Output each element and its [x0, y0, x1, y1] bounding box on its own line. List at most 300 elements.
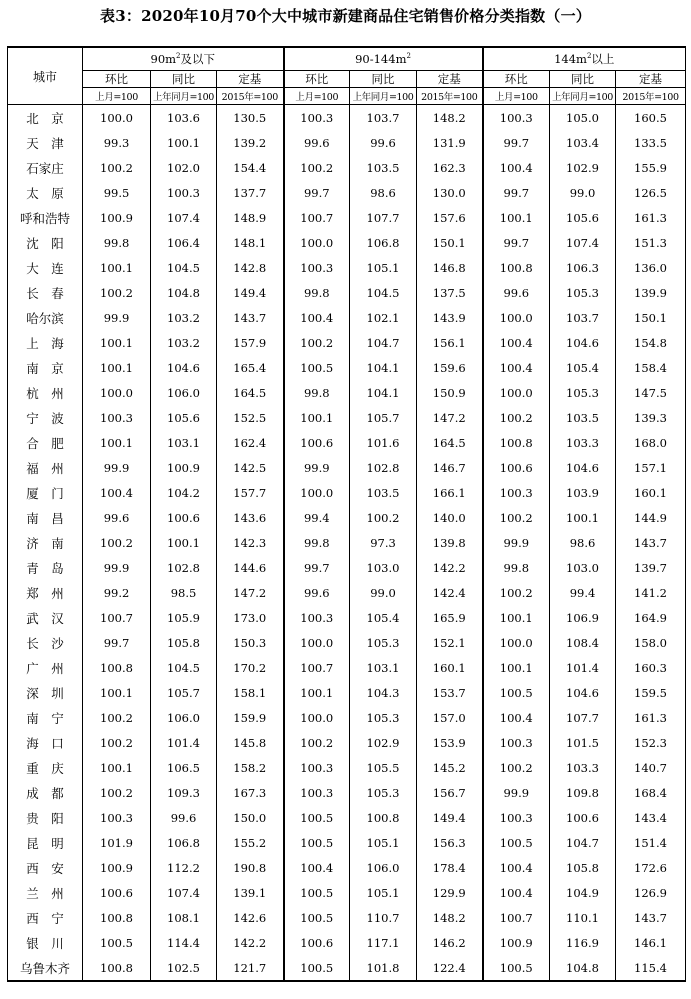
value-cell: 151.4 — [616, 830, 686, 855]
table-row — [8, 905, 686, 930]
value-cell: 108.4 — [550, 630, 616, 655]
value-cell: 103.1 — [350, 655, 417, 680]
value-cell: 107.4 — [151, 880, 217, 905]
value-cell: 100.0 — [83, 105, 151, 131]
table-row — [8, 305, 686, 330]
value-cell: 140.7 — [616, 755, 686, 780]
value-cell: 100.2 — [83, 705, 151, 730]
city-cell: 海 口 — [8, 730, 83, 755]
value-cell: 167.3 — [217, 780, 284, 805]
city-cell: 青 岛 — [8, 555, 83, 580]
value-cell: 144.6 — [217, 555, 284, 580]
value-cell: 190.8 — [217, 855, 284, 880]
value-cell: 130.5 — [217, 105, 284, 131]
city-cell: 西 安 — [8, 855, 83, 880]
value-cell: 104.9 — [550, 880, 616, 905]
value-cell: 157.7 — [217, 480, 284, 505]
value-cell: 100.9 — [83, 855, 151, 880]
value-cell: 105.6 — [151, 405, 217, 430]
group-header-small: $90m^2$及以下 — [83, 47, 284, 71]
value-cell: 100.8 — [83, 905, 151, 930]
value-cell: 99.8 — [483, 555, 550, 580]
value-cell: 104.8 — [550, 955, 616, 981]
value-cell: 99.6 — [151, 805, 217, 830]
value-cell: 102.9 — [550, 155, 616, 180]
value-cell: 148.2 — [417, 905, 483, 930]
value-cell: 160.3 — [616, 655, 686, 680]
value-cell: 105.3 — [550, 380, 616, 405]
city-cell: 上 海 — [8, 330, 83, 355]
value-cell: 109.3 — [151, 780, 217, 805]
value-cell: 178.4 — [417, 855, 483, 880]
value-cell: 130.0 — [417, 180, 483, 205]
value-cell: 158.1 — [217, 680, 284, 705]
value-cell: 104.6 — [550, 455, 616, 480]
city-cell: 兰 州 — [8, 880, 83, 905]
value-cell: 149.4 — [417, 805, 483, 830]
value-cell: 99.6 — [284, 130, 350, 155]
table-row — [8, 380, 686, 405]
value-cell: 100.1 — [550, 505, 616, 530]
value-cell: 164.5 — [217, 380, 284, 405]
value-cell: 161.3 — [616, 705, 686, 730]
value-cell: 100.8 — [483, 255, 550, 280]
value-cell: 99.7 — [483, 230, 550, 255]
value-cell: 100.2 — [83, 155, 151, 180]
value-cell: 148.2 — [417, 105, 483, 131]
value-cell: 146.7 — [417, 455, 483, 480]
value-cell: 143.7 — [616, 530, 686, 555]
table-row — [8, 255, 686, 280]
value-cell: 106.8 — [350, 230, 417, 255]
value-cell: 147.5 — [616, 380, 686, 405]
value-cell: 116.9 — [550, 930, 616, 955]
value-cell: 99.9 — [83, 455, 151, 480]
value-cell: 99.8 — [83, 230, 151, 255]
value-cell: 100.5 — [83, 930, 151, 955]
value-cell: 152.3 — [616, 730, 686, 755]
value-cell: 100.4 — [483, 330, 550, 355]
value-cell: 168.4 — [616, 780, 686, 805]
city-cell: 哈尔滨 — [8, 305, 83, 330]
value-cell: 162.4 — [217, 430, 284, 455]
value-cell: 164.5 — [417, 430, 483, 455]
value-cell: 99.7 — [284, 555, 350, 580]
value-cell: 100.2 — [284, 155, 350, 180]
value-cell: 99.0 — [350, 580, 417, 605]
value-cell: 102.5 — [151, 955, 217, 981]
value-cell: 156.3 — [417, 830, 483, 855]
city-cell: 南 宁 — [8, 705, 83, 730]
value-cell: 100.4 — [483, 155, 550, 180]
value-cell: 148.9 — [217, 205, 284, 230]
value-cell: 99.8 — [284, 280, 350, 305]
value-cell: 103.0 — [350, 555, 417, 580]
subcol-header: 同比 — [350, 71, 417, 88]
value-cell: 101.9 — [83, 830, 151, 855]
value-cell: 149.4 — [217, 280, 284, 305]
value-cell: 137.5 — [417, 280, 483, 305]
value-cell: 146.1 — [616, 930, 686, 955]
value-cell: 100.2 — [483, 755, 550, 780]
value-cell: 99.5 — [83, 180, 151, 205]
value-cell: 105.8 — [550, 855, 616, 880]
value-cell: 100.1 — [151, 530, 217, 555]
city-cell: 南 京 — [8, 355, 83, 380]
value-cell: 103.5 — [550, 405, 616, 430]
table-row — [8, 730, 686, 755]
value-cell: 141.2 — [616, 580, 686, 605]
subcol-header: 定基 — [417, 71, 483, 88]
value-cell: 100.1 — [83, 755, 151, 780]
value-cell: 100.1 — [83, 330, 151, 355]
value-cell: 100.1 — [83, 680, 151, 705]
value-cell: 107.4 — [151, 205, 217, 230]
value-cell: 142.4 — [417, 580, 483, 605]
value-cell: 106.0 — [151, 705, 217, 730]
value-cell: 143.7 — [217, 305, 284, 330]
value-cell: 142.2 — [217, 930, 284, 955]
value-cell: 153.9 — [417, 730, 483, 755]
city-cell: 福 州 — [8, 455, 83, 480]
value-cell: 104.1 — [350, 380, 417, 405]
value-cell: 106.8 — [151, 830, 217, 855]
value-cell: 100.5 — [284, 805, 350, 830]
subcol-header: 环比 — [83, 71, 151, 88]
table-row — [8, 580, 686, 605]
base-header: 上月=100 — [83, 88, 151, 105]
value-cell: 104.7 — [350, 330, 417, 355]
value-cell: 104.7 — [550, 830, 616, 855]
value-cell: 99.8 — [284, 380, 350, 405]
subcol-header: 定基 — [616, 71, 686, 88]
value-cell: 157.9 — [217, 330, 284, 355]
value-cell: 100.1 — [151, 130, 217, 155]
value-cell: 172.6 — [616, 855, 686, 880]
city-cell: 西 宁 — [8, 905, 83, 930]
base-header: 2015年=100 — [217, 88, 284, 105]
value-cell: 105.3 — [550, 280, 616, 305]
table-row — [8, 480, 686, 505]
value-cell: 103.2 — [151, 330, 217, 355]
value-cell: 99.6 — [284, 580, 350, 605]
value-cell: 100.3 — [284, 255, 350, 280]
value-cell: 107.4 — [550, 230, 616, 255]
value-cell: 100.0 — [483, 380, 550, 405]
value-cell: 152.5 — [217, 405, 284, 430]
value-cell: 150.3 — [217, 630, 284, 655]
value-cell: 100.3 — [83, 805, 151, 830]
value-cell: 100.3 — [284, 605, 350, 630]
value-cell: 143.9 — [417, 305, 483, 330]
base-header: 上月=100 — [284, 88, 350, 105]
table-row — [8, 830, 686, 855]
value-cell: 126.9 — [616, 880, 686, 905]
value-cell: 154.8 — [616, 330, 686, 355]
value-cell: 142.2 — [417, 555, 483, 580]
value-cell: 100.0 — [284, 705, 350, 730]
value-cell: 100.2 — [483, 405, 550, 430]
table-row — [8, 130, 686, 155]
city-cell: 武 汉 — [8, 605, 83, 630]
city-cell: 天 津 — [8, 130, 83, 155]
value-cell: 112.2 — [151, 855, 217, 880]
value-cell: 139.7 — [616, 555, 686, 580]
value-cell: 139.8 — [417, 530, 483, 555]
city-cell: 北 京 — [8, 105, 83, 131]
table-row — [8, 680, 686, 705]
city-cell: 南 昌 — [8, 505, 83, 530]
value-cell: 106.0 — [151, 380, 217, 405]
value-cell: 100.0 — [83, 380, 151, 405]
table-row — [8, 405, 686, 430]
value-cell: 103.9 — [550, 480, 616, 505]
table-row — [8, 805, 686, 830]
value-cell: 106.4 — [151, 230, 217, 255]
value-cell: 100.2 — [483, 505, 550, 530]
value-cell: 100.5 — [284, 355, 350, 380]
value-cell: 100.5 — [483, 680, 550, 705]
value-cell: 100.3 — [83, 405, 151, 430]
value-cell: 143.6 — [217, 505, 284, 530]
value-cell: 156.1 — [417, 330, 483, 355]
value-cell: 103.6 — [151, 105, 217, 131]
value-cell: 156.7 — [417, 780, 483, 805]
base-header: 上年同月=100 — [550, 88, 616, 105]
value-cell: 100.0 — [284, 230, 350, 255]
value-cell: 143.4 — [616, 805, 686, 830]
value-cell: 160.1 — [417, 655, 483, 680]
value-cell: 104.3 — [350, 680, 417, 705]
table-row — [8, 705, 686, 730]
value-cell: 154.4 — [217, 155, 284, 180]
value-cell: 100.3 — [284, 755, 350, 780]
value-cell: 170.2 — [217, 655, 284, 680]
value-cell: 105.3 — [350, 780, 417, 805]
value-cell: 147.2 — [217, 580, 284, 605]
value-cell: 99.2 — [83, 580, 151, 605]
value-cell: 105.1 — [350, 255, 417, 280]
value-cell: 99.7 — [83, 630, 151, 655]
value-cell: 100.7 — [284, 655, 350, 680]
value-cell: 99.6 — [83, 505, 151, 530]
value-cell: 99.4 — [284, 505, 350, 530]
value-cell: 102.9 — [350, 730, 417, 755]
table-row — [8, 505, 686, 530]
value-cell: 99.0 — [550, 180, 616, 205]
subcol-header: 同比 — [550, 71, 616, 88]
value-cell: 98.6 — [550, 530, 616, 555]
value-cell: 99.7 — [483, 180, 550, 205]
value-cell: 98.5 — [151, 580, 217, 605]
value-cell: 106.0 — [350, 855, 417, 880]
value-cell: 100.9 — [151, 455, 217, 480]
value-cell: 105.3 — [350, 705, 417, 730]
value-cell: 144.9 — [616, 505, 686, 530]
value-cell: 142.3 — [217, 530, 284, 555]
value-cell: 100.6 — [151, 505, 217, 530]
value-cell: 162.3 — [417, 155, 483, 180]
table-row — [8, 930, 686, 955]
value-cell: 105.1 — [350, 830, 417, 855]
value-cell: 102.1 — [350, 305, 417, 330]
value-cell: 99.8 — [284, 530, 350, 555]
value-cell: 100.3 — [284, 105, 350, 131]
value-cell: 100.4 — [284, 855, 350, 880]
value-cell: 142.6 — [217, 905, 284, 930]
city-cell: 呼和浩特 — [8, 205, 83, 230]
value-cell: 100.8 — [350, 805, 417, 830]
value-cell: 100.0 — [483, 630, 550, 655]
value-cell: 100.5 — [483, 955, 550, 981]
table-row — [8, 455, 686, 480]
value-cell: 100.6 — [483, 455, 550, 480]
value-cell: 150.1 — [616, 305, 686, 330]
value-cell: 157.6 — [417, 205, 483, 230]
city-cell: 乌鲁木齐 — [8, 955, 83, 981]
subcol-header: 环比 — [284, 71, 350, 88]
value-cell: 103.1 — [151, 430, 217, 455]
city-cell: 长 春 — [8, 280, 83, 305]
city-cell: 成 都 — [8, 780, 83, 805]
base-header: 2015年=100 — [616, 88, 686, 105]
value-cell: 165.9 — [417, 605, 483, 630]
value-cell: 160.1 — [616, 480, 686, 505]
value-cell: 131.9 — [417, 130, 483, 155]
value-cell: 104.8 — [151, 280, 217, 305]
value-cell: 100.1 — [83, 255, 151, 280]
value-cell: 110.7 — [350, 905, 417, 930]
city-cell: 重 庆 — [8, 755, 83, 780]
value-cell: 99.7 — [483, 130, 550, 155]
value-cell: 158.0 — [616, 630, 686, 655]
value-cell: 105.3 — [350, 630, 417, 655]
base-header: 2015年=100 — [417, 88, 483, 105]
value-cell: 159.9 — [217, 705, 284, 730]
value-cell: 103.7 — [350, 105, 417, 131]
value-cell: 155.2 — [217, 830, 284, 855]
city-cell: 郑 州 — [8, 580, 83, 605]
value-cell: 139.2 — [217, 130, 284, 155]
value-cell: 100.6 — [83, 880, 151, 905]
value-cell: 100.4 — [483, 355, 550, 380]
value-cell: 101.8 — [350, 955, 417, 981]
value-cell: 100.7 — [83, 605, 151, 630]
value-cell: 105.7 — [350, 405, 417, 430]
table-row — [8, 555, 686, 580]
value-cell: 148.1 — [217, 230, 284, 255]
value-cell: 100.2 — [284, 330, 350, 355]
city-cell: 银 川 — [8, 930, 83, 955]
value-cell: 103.3 — [550, 430, 616, 455]
table-row — [8, 755, 686, 780]
table-row — [8, 530, 686, 555]
value-cell: 107.7 — [350, 205, 417, 230]
value-cell: 100.5 — [483, 830, 550, 855]
value-cell: 100.8 — [483, 430, 550, 455]
value-cell: 142.8 — [217, 255, 284, 280]
value-cell: 159.6 — [417, 355, 483, 380]
value-cell: 99.9 — [83, 555, 151, 580]
value-cell: 100.1 — [483, 655, 550, 680]
table-row — [8, 180, 686, 205]
value-cell: 97.3 — [350, 530, 417, 555]
value-cell: 104.6 — [550, 330, 616, 355]
value-cell: 99.4 — [550, 580, 616, 605]
value-cell: 100.3 — [483, 805, 550, 830]
city-column-header: 城市 — [8, 47, 83, 105]
value-cell: 103.0 — [550, 555, 616, 580]
table-row — [8, 880, 686, 905]
value-cell: 101.4 — [550, 655, 616, 680]
value-cell: 103.2 — [151, 305, 217, 330]
value-cell: 142.5 — [217, 455, 284, 480]
city-cell: 厦 门 — [8, 480, 83, 505]
table-row — [8, 955, 686, 981]
value-cell: 102.8 — [151, 555, 217, 580]
value-cell: 100.5 — [284, 905, 350, 930]
value-cell: 99.9 — [83, 305, 151, 330]
table-row — [8, 630, 686, 655]
value-cell: 100.1 — [284, 405, 350, 430]
value-cell: 105.5 — [350, 755, 417, 780]
table-row — [8, 780, 686, 805]
city-cell: 杭 州 — [8, 380, 83, 405]
city-cell: 沈 阳 — [8, 230, 83, 255]
value-cell: 100.3 — [284, 780, 350, 805]
value-cell: 168.0 — [616, 430, 686, 455]
value-cell: 99.6 — [350, 130, 417, 155]
value-cell: 150.0 — [217, 805, 284, 830]
value-cell: 104.5 — [350, 280, 417, 305]
city-cell: 长 沙 — [8, 630, 83, 655]
subcol-header: 同比 — [151, 71, 217, 88]
value-cell: 164.9 — [616, 605, 686, 630]
value-cell: 100.1 — [483, 605, 550, 630]
city-cell: 昆 明 — [8, 830, 83, 855]
value-cell: 99.7 — [284, 180, 350, 205]
value-cell: 103.5 — [350, 155, 417, 180]
value-cell: 100.0 — [284, 630, 350, 655]
value-cell: 152.1 — [417, 630, 483, 655]
value-cell: 114.4 — [151, 930, 217, 955]
value-cell: 105.9 — [151, 605, 217, 630]
table-row — [8, 855, 686, 880]
value-cell: 100.1 — [83, 355, 151, 380]
table-row — [8, 105, 686, 131]
table-row — [8, 205, 686, 230]
value-cell: 146.8 — [417, 255, 483, 280]
table-row — [8, 430, 686, 455]
value-cell: 173.0 — [217, 605, 284, 630]
value-cell: 99.9 — [483, 780, 550, 805]
value-cell: 108.1 — [151, 905, 217, 930]
value-cell: 151.3 — [616, 230, 686, 255]
value-cell: 105.7 — [151, 680, 217, 705]
value-cell: 101.4 — [151, 730, 217, 755]
value-cell: 159.5 — [616, 680, 686, 705]
value-cell: 110.1 — [550, 905, 616, 930]
value-cell: 139.9 — [616, 280, 686, 305]
value-cell: 126.5 — [616, 180, 686, 205]
city-cell: 济 南 — [8, 530, 83, 555]
value-cell: 100.2 — [83, 780, 151, 805]
base-header: 上月=100 — [483, 88, 550, 105]
value-cell: 100.1 — [284, 680, 350, 705]
value-cell: 100.2 — [83, 280, 151, 305]
value-cell: 100.6 — [284, 930, 350, 955]
group-header-large: $144m^2$以上 — [483, 47, 686, 71]
